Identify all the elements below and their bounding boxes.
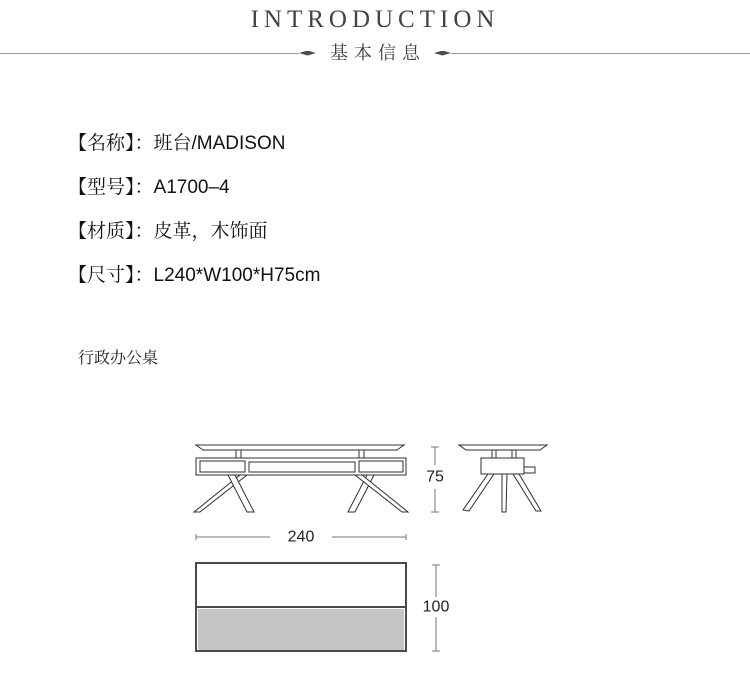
- detail-label: 【名称】: [68, 133, 135, 154]
- detail-value: L240*W100*H75cm: [153, 265, 321, 286]
- front-drawer-right: [359, 461, 403, 472]
- detail-separator: ：: [134, 265, 154, 286]
- side-view: [459, 445, 547, 512]
- detail-row-model: [68, 177, 320, 198]
- divider-line-right: [451, 53, 750, 54]
- diamond-ornament-left: [299, 51, 316, 56]
- detail-value: 班台/MADISON: [153, 133, 286, 154]
- section-subtitle: 基本信息: [330, 43, 426, 63]
- dimension-height-label: 75: [426, 468, 444, 486]
- detail-label: 【尺寸】: [68, 265, 135, 286]
- detail-label: 【型号】: [68, 177, 135, 198]
- diamond-ornament-right: [434, 51, 451, 56]
- detail-separator: ：: [134, 221, 154, 242]
- top-view: [196, 563, 406, 651]
- side-leg: [502, 474, 507, 512]
- detail-label: 【材质】: [68, 221, 135, 242]
- detail-separator: ：: [134, 177, 154, 198]
- dimension-width-label: 100: [422, 598, 450, 616]
- front-leg: [348, 475, 374, 512]
- dimension-length: [196, 529, 406, 546]
- side-post-left: [492, 450, 496, 458]
- front-post-right: [359, 450, 364, 458]
- section-divider: [0, 44, 750, 62]
- top-view-shaded-area: [198, 609, 404, 650]
- dimension-height: [426, 447, 444, 512]
- side-leg: [513, 474, 541, 511]
- front-tabletop: [196, 445, 404, 450]
- detail-row-name: [68, 133, 320, 154]
- technical-drawing: [0, 415, 750, 690]
- detail-separator: ：: [134, 133, 154, 154]
- front-drawer-left: [200, 461, 245, 472]
- side-handle: [524, 467, 535, 473]
- divider-line-left: [0, 53, 299, 54]
- side-leg: [463, 474, 494, 511]
- detail-row-size: [68, 265, 320, 286]
- front-view: [194, 445, 408, 512]
- category-label: 行政办公桌: [78, 350, 159, 367]
- side-post-right: [512, 450, 516, 458]
- front-leg: [228, 475, 254, 512]
- detail-row-material: [68, 221, 320, 242]
- detail-value: 皮革，木饰面: [153, 221, 268, 242]
- page-title: INTRODUCTION: [250, 6, 500, 33]
- dimension-length-label: 240: [287, 528, 315, 546]
- side-body: [481, 458, 524, 474]
- detail-value: A1700–4: [153, 177, 230, 198]
- product-details: [68, 133, 320, 309]
- side-tabletop: [459, 445, 547, 450]
- front-post-left: [236, 450, 241, 458]
- dimension-width: [423, 565, 450, 651]
- front-center-panel: [249, 462, 355, 472]
